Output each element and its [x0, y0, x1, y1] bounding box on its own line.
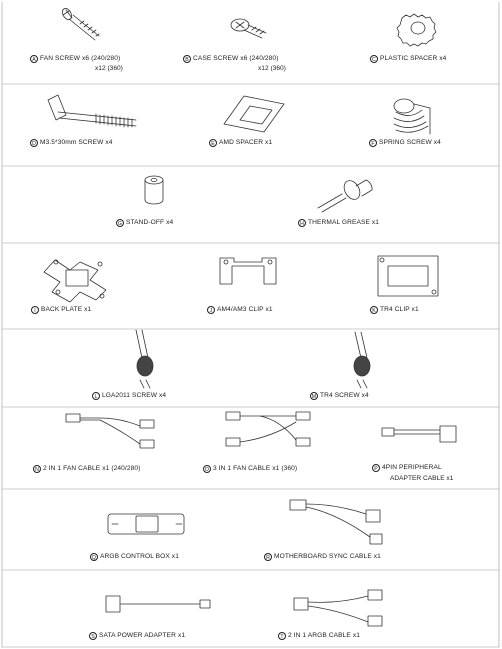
standoff-image	[145, 176, 163, 204]
amd-spacer-image	[224, 96, 284, 132]
item-d-label: D M3.5*30mm SCREW x4	[30, 139, 113, 148]
tr4-clip-image	[378, 256, 438, 296]
back-plate-image	[44, 260, 106, 302]
item-s-label: S SATA POWER ADAPTER x1	[89, 632, 185, 641]
item-i-label: I BACK PLATE x1	[31, 306, 91, 315]
frame-lines	[2, 2, 499, 647]
item-o-label: O 3 IN 1 FAN CABLE x1 (360)	[204, 465, 298, 473]
item-m-label: M TR4 SCREW x4	[311, 392, 369, 400]
item-k-label: K TR4 CLIP x1	[370, 306, 419, 315]
am4-clip-image	[220, 258, 276, 284]
fan-cable-3in1-image	[226, 412, 310, 446]
m35-screw-image	[48, 95, 136, 127]
peripheral-adapter-image	[382, 426, 456, 442]
item-a-sublabel: x12 (360)	[95, 65, 123, 72]
fan-cable-2in1-image	[66, 414, 154, 448]
item-c-label: C PLASTIC SPACER x4	[370, 55, 446, 64]
item-b-sublabel: x12 (360)	[258, 65, 286, 72]
argb-control-box-image	[108, 514, 184, 534]
thermal-grease-image	[318, 178, 372, 212]
spring-screw-image	[394, 99, 430, 134]
item-p-sublabel: ADAPTER CABLE x1	[390, 475, 454, 482]
lga2011-screw-image	[136, 330, 153, 388]
item-g-label: G STAND-OFF x4	[117, 219, 174, 227]
item-e-label: E AMD SPACER x1	[209, 139, 272, 148]
item-q-label: Q ARGB CONTROL BOX x1	[91, 553, 179, 561]
item-f-label: F SPRING SCREW x4	[369, 139, 441, 148]
item-j-label: J AM4/AM3 CLIP x1	[207, 306, 273, 315]
plastic-spacer-image	[397, 14, 436, 46]
item-r-label: R MOTHERBOARD SYNC CABLE x1	[264, 553, 381, 562]
argb-cable-2in1-image	[294, 590, 382, 626]
item-p-label: P 4PIN PERIPHERAL	[372, 464, 442, 473]
item-l-label: L LGA2011 SCREW x4	[92, 392, 166, 401]
sata-adapter-image	[106, 596, 210, 612]
sync-cable-image	[290, 500, 382, 544]
fan-screw-image	[61, 7, 99, 40]
item-n-label: N 2 IN 1 FAN CABLE x1 (240/280)	[33, 465, 140, 474]
item-b-label: B CASE SCREW x6 (240/280)	[183, 55, 279, 64]
item-a-label: A FAN SCREW x6 (240/280)	[30, 55, 120, 64]
item-h-label: H THERMAL GREASE x1	[298, 219, 379, 228]
item-t-label: T 2 IN 1 ARGB CABLE x1	[278, 632, 360, 641]
tr4-screw-image	[354, 332, 370, 388]
case-screw-image	[231, 19, 266, 38]
